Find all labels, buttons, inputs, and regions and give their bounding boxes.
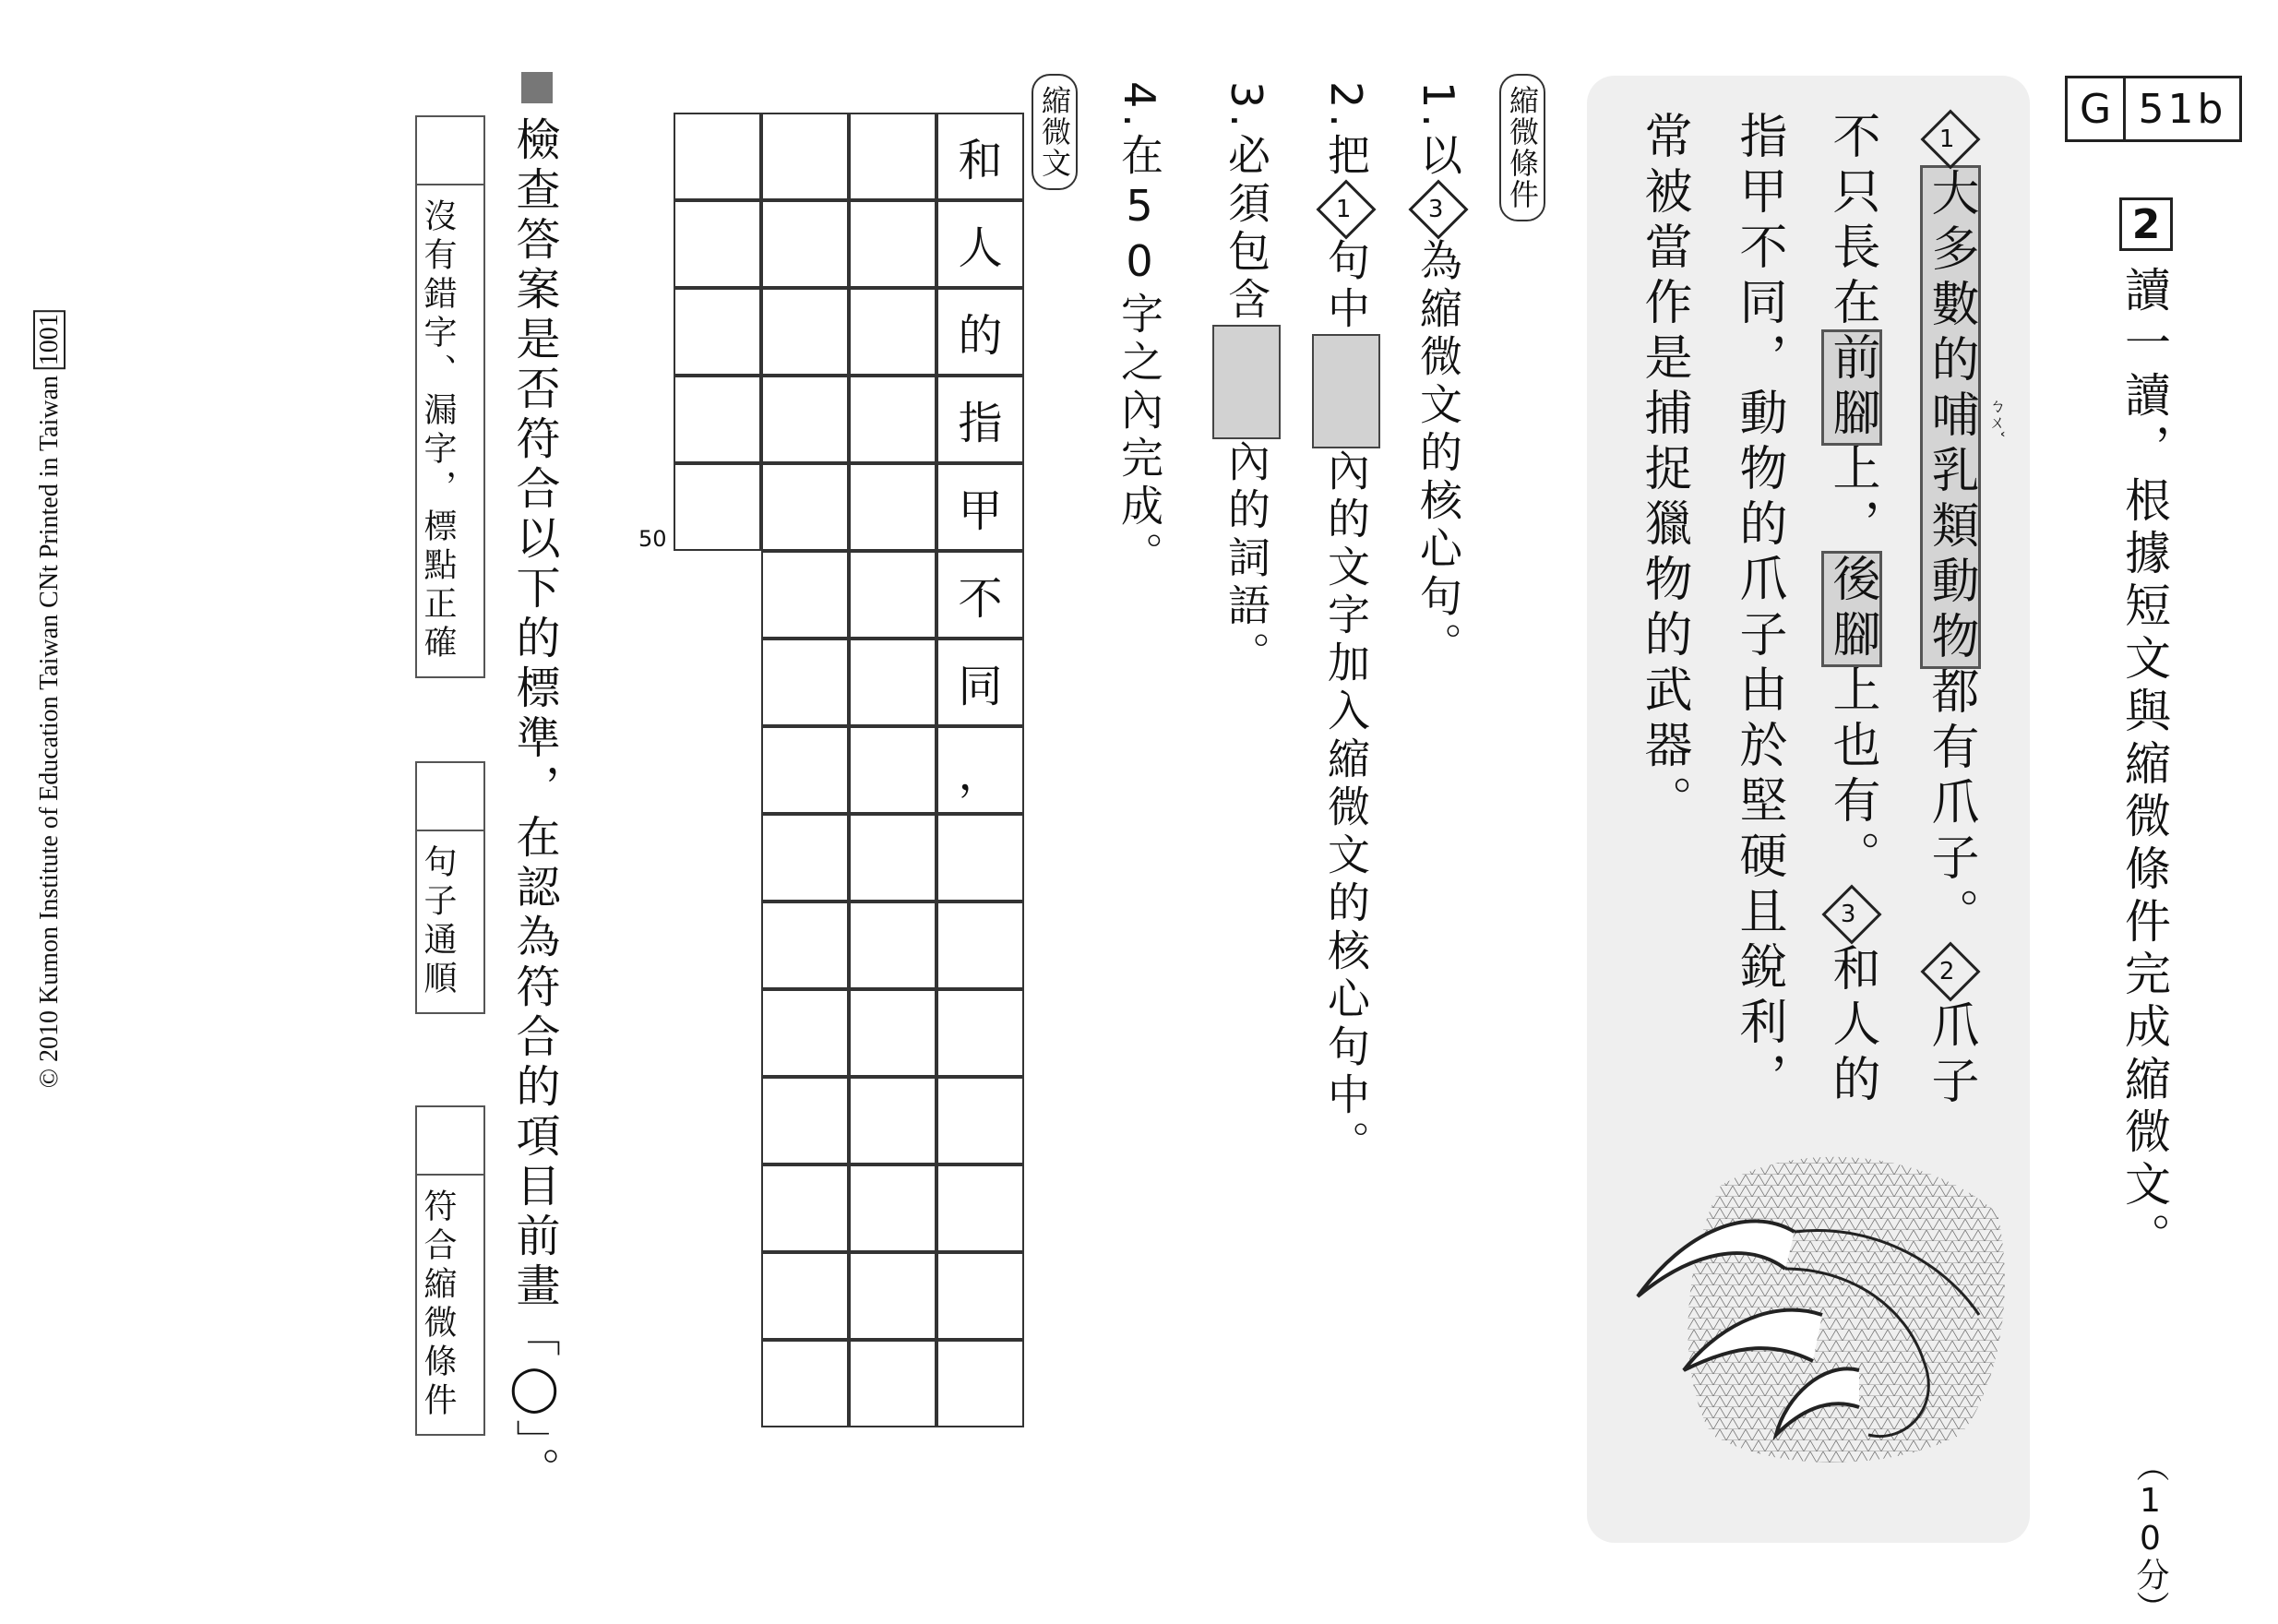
- print-code: 1001: [33, 310, 66, 369]
- condition-2: [1312, 81, 1380, 1168]
- grid-cell[interactable]: [761, 1164, 849, 1252]
- grid-cell[interactable]: [761, 463, 849, 551]
- marker-1: 1: [1920, 109, 1980, 169]
- condition-3: [1212, 81, 1281, 679]
- question-instruction: 讀一讀，根據短文與縮微條件完成縮微文。: [2117, 266, 2171, 1265]
- passage-col-1: [1924, 111, 1977, 1111]
- condition-4: [1115, 81, 1164, 579]
- grid-cell[interactable]: [761, 814, 849, 902]
- passage-text: 都有爪子。: [1923, 666, 1978, 943]
- grid-cell[interactable]: [849, 113, 936, 200]
- grid-cell[interactable]: [849, 376, 936, 463]
- condition-num: 4.: [1115, 81, 1164, 133]
- condition-num: 1.: [1413, 81, 1463, 133]
- grid-cell[interactable]: [849, 989, 936, 1077]
- grid-cell[interactable]: [761, 726, 849, 814]
- passage-col-2: [1825, 111, 1878, 1109]
- condition-text: 內的詞語。: [1222, 438, 1271, 679]
- grid-cell[interactable]: [936, 902, 1024, 989]
- passage-text: 爪子: [1923, 1000, 1978, 1111]
- conditions-tag: 縮微條件: [1499, 74, 1545, 221]
- check-box[interactable]: [417, 763, 483, 831]
- grid-cell[interactable]: 同: [936, 639, 1024, 726]
- grid-cell[interactable]: [674, 200, 761, 288]
- passage-text: 上，: [1824, 443, 1879, 554]
- grid-cell[interactable]: [936, 814, 1024, 902]
- marker-3: 3: [1408, 179, 1468, 239]
- condition-text: 為縮微文的核心句。: [1413, 237, 1463, 670]
- grid-cell[interactable]: [761, 902, 849, 989]
- grid-cell[interactable]: [674, 463, 761, 551]
- passage-text: 和人的: [1824, 943, 1879, 1109]
- copyright: [35, 310, 65, 1088]
- grid-cell[interactable]: [761, 989, 849, 1077]
- grid-cell[interactable]: [936, 1340, 1024, 1427]
- grid-cell[interactable]: 不: [936, 551, 1024, 639]
- grey-box-sample: [1312, 334, 1380, 448]
- checklist-label: 句子通順: [419, 844, 457, 999]
- highlight-back-feet: 後腳: [1824, 554, 1879, 664]
- grid-cell[interactable]: [849, 726, 936, 814]
- passage-col-3: 指甲不同，動物的爪子由於堅硬且銳利，: [1731, 111, 1786, 1107]
- check-box[interactable]: [417, 117, 483, 185]
- marker-3: 3: [1821, 884, 1881, 944]
- grid-cell[interactable]: 甲: [936, 463, 1024, 551]
- marker-1: 1: [1316, 179, 1376, 239]
- grid-cell[interactable]: 人: [936, 200, 1024, 288]
- answer-tag: 縮微文: [1032, 74, 1078, 190]
- ruby-annotation: ㄅㄨˇ: [1986, 397, 2006, 438]
- grid-cell[interactable]: [849, 1164, 936, 1252]
- checklist-item-3: [415, 1105, 485, 1436]
- grid-cell[interactable]: ，: [936, 726, 1024, 814]
- marker-2: 2: [1920, 941, 1980, 1001]
- passage-text: 上也有。: [1824, 664, 1879, 886]
- checklist-lead: 檢查答案是否符合以下的標準，在認為符合的項目前畫「◯」。: [508, 116, 560, 1497]
- grid-cell[interactable]: 和: [936, 113, 1024, 200]
- condition-text: 以: [1413, 132, 1463, 181]
- grid-cell[interactable]: [761, 1340, 849, 1427]
- page-level: G: [2068, 78, 2126, 139]
- grid-cell[interactable]: [761, 1252, 849, 1340]
- grid-cell[interactable]: [761, 1077, 849, 1164]
- checklist-item-2: [415, 761, 485, 1014]
- grid-cell[interactable]: [936, 1252, 1024, 1340]
- checklist-label: 沒有錯字、漏字，標點正確: [419, 198, 457, 663]
- grid-cell[interactable]: [849, 1077, 936, 1164]
- highlight-front-feet: 前腳: [1824, 332, 1879, 443]
- score: （10分）: [2131, 1449, 2169, 1624]
- condition-text: 內的文字加入縮微文的核心句中。: [1321, 448, 1371, 1168]
- limit-mark: 50: [638, 526, 667, 552]
- grid-cell[interactable]: [849, 814, 936, 902]
- checklist-bullet: [521, 72, 553, 103]
- passage-col-4: 常被當作是捕捉獵物的武器。: [1636, 111, 1691, 830]
- grid-cell[interactable]: [761, 551, 849, 639]
- grid-cell[interactable]: [936, 1077, 1024, 1164]
- page-number: 51b: [2138, 85, 2227, 133]
- grid-cell[interactable]: 的: [936, 288, 1024, 376]
- grid-cell[interactable]: [936, 989, 1024, 1077]
- checklist-label: 符合縮微條件: [419, 1188, 457, 1421]
- grid-cell[interactable]: [761, 376, 849, 463]
- page-code-box: [2065, 76, 2242, 142]
- grid-cell[interactable]: [761, 200, 849, 288]
- grid-cell[interactable]: [849, 551, 936, 639]
- grid-cell[interactable]: [849, 288, 936, 376]
- condition-text: 在50字之內完成。: [1115, 132, 1164, 579]
- grid-cell[interactable]: [849, 463, 936, 551]
- claw-illustration: [1610, 1130, 2016, 1481]
- copyright-text: © 2010 Kumon Institute of Education Taiwan CNt Printed in Taiwan: [35, 376, 64, 1089]
- grid-cell[interactable]: [674, 288, 761, 376]
- check-box[interactable]: [417, 1107, 483, 1176]
- grid-cell[interactable]: [761, 639, 849, 726]
- grid-cell[interactable]: 指: [936, 376, 1024, 463]
- grid-cell[interactable]: [849, 902, 936, 989]
- condition-text: 句中: [1321, 237, 1371, 334]
- grid-cell[interactable]: [849, 200, 936, 288]
- condition-1: [1412, 81, 1465, 670]
- grid-cell[interactable]: [761, 113, 849, 200]
- grid-cell[interactable]: [849, 1340, 936, 1427]
- condition-text: 必須包含: [1222, 132, 1271, 325]
- condition-text: 把: [1321, 132, 1371, 181]
- condition-num: 3.: [1222, 81, 1271, 133]
- grid-cell[interactable]: [849, 1252, 936, 1340]
- grid-cell[interactable]: [936, 1164, 1024, 1252]
- grid-cell[interactable]: [674, 376, 761, 463]
- checklist-item-1: [415, 115, 485, 678]
- highlight-mammals: 大多數的哺乳類動物: [1923, 168, 1978, 666]
- grey-box-sample: [1212, 325, 1281, 439]
- grid-cell[interactable]: [674, 113, 761, 200]
- condition-num: 2.: [1321, 81, 1371, 133]
- passage-text: 不只長在: [1824, 111, 1879, 332]
- question-number: 2: [2119, 197, 2173, 251]
- grid-cell[interactable]: [761, 288, 849, 376]
- grid-cell[interactable]: [849, 639, 936, 726]
